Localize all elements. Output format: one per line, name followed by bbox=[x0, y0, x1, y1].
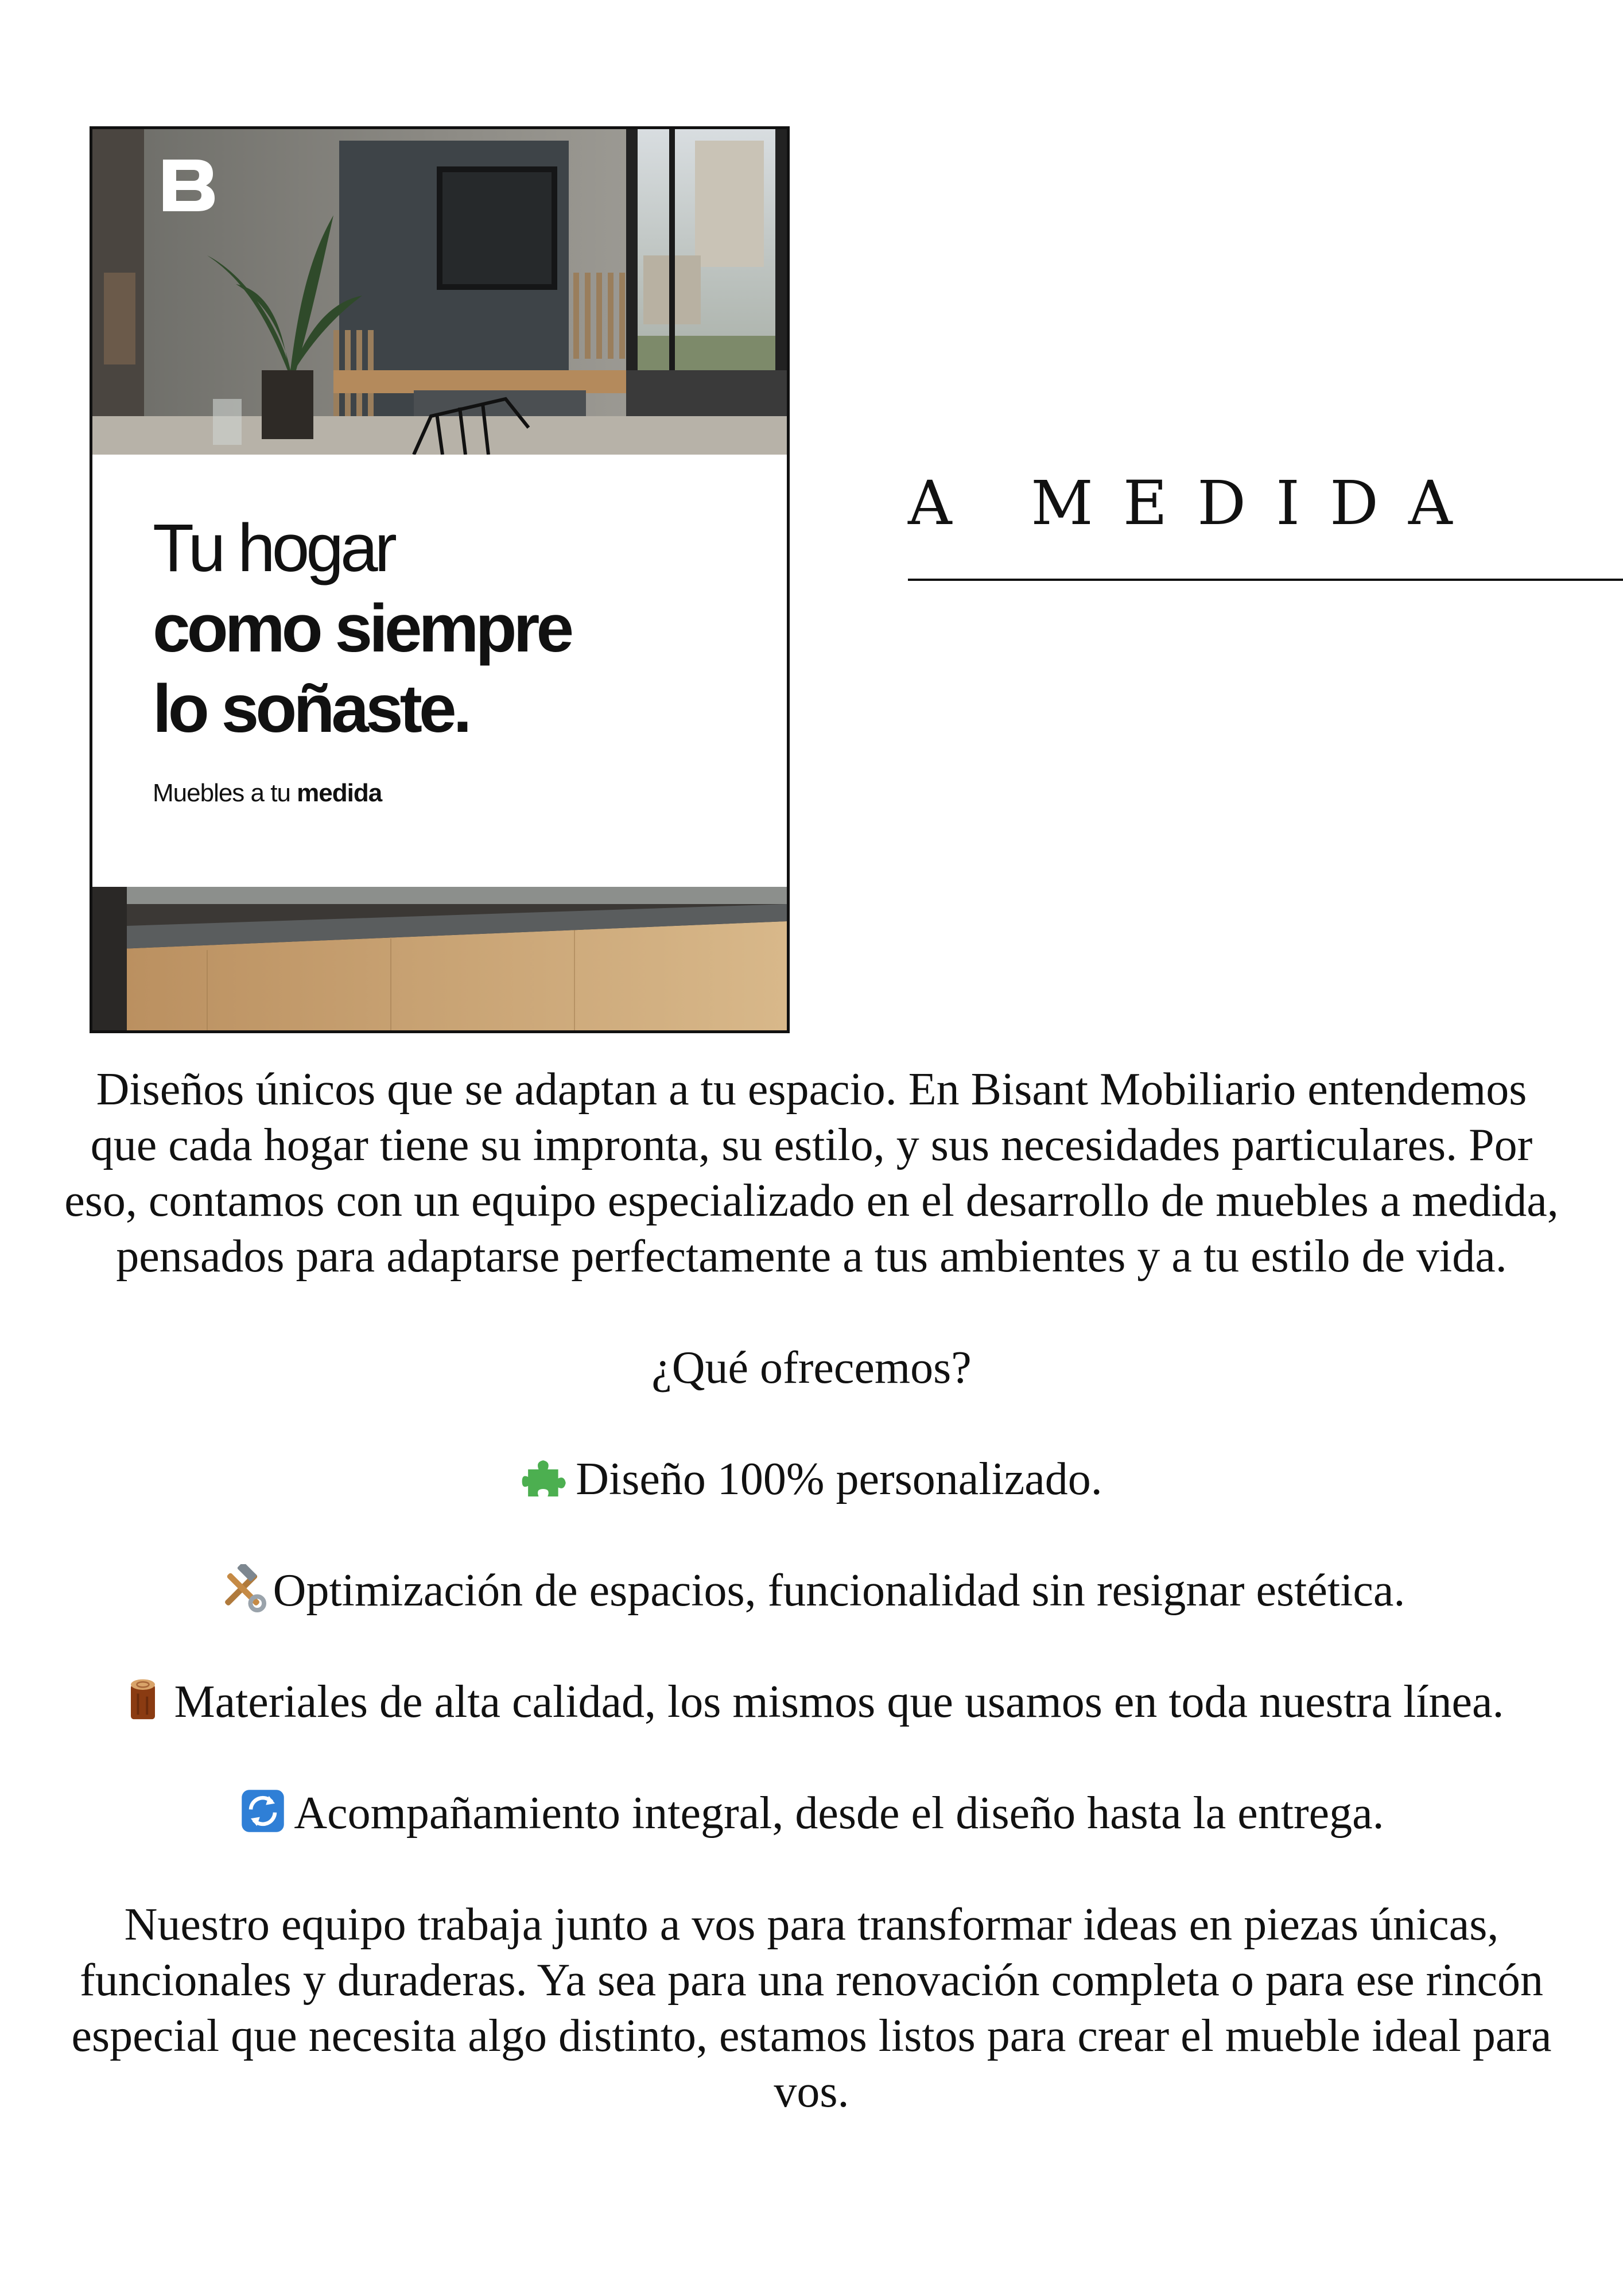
poster-subtitle-prefix: Muebles a tu bbox=[153, 779, 297, 807]
title-divider bbox=[908, 579, 1623, 581]
intro-paragraph: Diseños únicos que se adaptan a tu espacio. En Bisant Mobiliario entendemos que cada hogar tiene su impronta, su estilo, y sus necesidades particulares. Por eso, contamos con un equipo especializado en el desarrollo de muebles a medida, pensados para adaptarse perfectamente a tus ambientes y a tu estilo de vida. bbox=[64, 1064, 1559, 1282]
headline-line-2: como siempre bbox=[153, 591, 571, 666]
section-title: A MEDIDA bbox=[908, 468, 1482, 538]
feature-item bbox=[63, 1563, 1560, 1619]
refresh-icon bbox=[239, 1787, 287, 1835]
living-room-photo bbox=[92, 129, 787, 455]
feature-item bbox=[63, 1452, 1560, 1507]
furniture-detail-photo bbox=[92, 887, 787, 1030]
poster-subtitle bbox=[153, 779, 570, 808]
wood-icon bbox=[119, 1676, 167, 1724]
headline-line-1: Tu hogar bbox=[153, 510, 394, 586]
feature-item bbox=[63, 1786, 1560, 1841]
body-content bbox=[63, 1062, 1560, 2120]
feature-text: Materiales de alta calidad, los mismos que usamos en toda nuestra línea. bbox=[174, 1677, 1504, 1727]
closing-paragraph: Nuestro equipo trabaja junto a vos para transformar ideas en piezas únicas, funcionales y duraderas. Ya sea para una renovación completa o para ese rincón especial que necesita algo distinto, estamos listos para crear el mueble ideal para vos. bbox=[71, 1899, 1552, 2117]
promo-poster bbox=[90, 126, 790, 1033]
bisant-logo-icon bbox=[160, 157, 218, 214]
headline-line-3: lo soñaste. bbox=[153, 671, 469, 747]
tools-icon bbox=[218, 1564, 266, 1612]
feature-text: Optimización de espacios, funcionalidad sin resignar estética. bbox=[273, 1565, 1405, 1616]
feature-item bbox=[63, 1674, 1560, 1730]
feature-text: Acompañamiento integral, desde el diseño hasta la entrega. bbox=[294, 1788, 1384, 1839]
question-heading: ¿Qué ofrecemos? bbox=[651, 1343, 972, 1393]
poster-headline-block bbox=[153, 508, 570, 808]
puzzle-icon bbox=[521, 1453, 569, 1501]
feature-text: Diseño 100% personalizado. bbox=[576, 1454, 1102, 1504]
poster-subtitle-bold: medida bbox=[297, 779, 382, 807]
